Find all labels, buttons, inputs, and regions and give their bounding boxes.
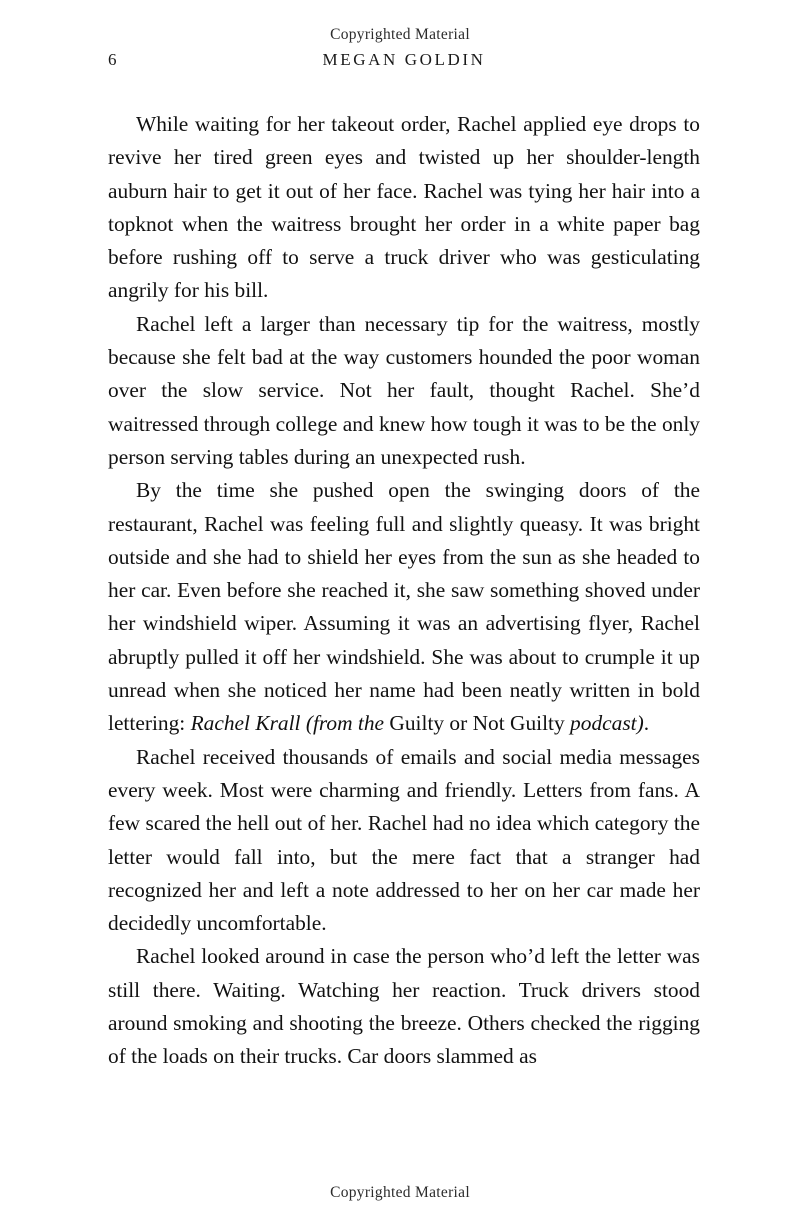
paragraph-part: By the time she pushed open the swinging doors of the restaurant, Rachel was feeling full and slightly queasy. It was bright outside and she had to shield her eyes from the sun as she headed to her car. Even before she reached it, she saw something shoved under her windshield wiper. Assuming it was an advertising flyer, Rachel abruptly pulled it off her windshield. She was about to crumple it up unread when she noticed her name had been neatly written in bold lettering: [108, 478, 700, 736]
paragraph: Rachel left a larger than necessary tip for the waitress, mostly because she felt bad at the way customers hounded the poor woman over the slow service. Not her fault, thought Rachel. She’d waitressed through college and knew how tough it was to be the only person serving tables during an unexpected rush. [108, 311, 700, 469]
podcast-word-italic: podcast) [570, 711, 644, 736]
paragraph-part: Guilty or Not Guilty [384, 711, 571, 736]
running-head [108, 50, 700, 74]
body-text [108, 108, 700, 1074]
author-name: MEGAN GOLDIN [322, 50, 486, 69]
paragraph: Rachel received thousands of emails and social media messages every week. Most were charming and friendly. Letters from fans. A few scared the hell out of her. Rachel had no idea which category the letter would fall into, but the mere fact that a stranger had recognized her and left a note addressed to her on her car made her decidedly uncomfortable. [108, 744, 700, 936]
paragraph: While waiting for her takeout order, Rachel applied eye drops to revive her tired green eyes and twisted up her shoulder-length auburn hair to get it out of her face. Rachel was tying her hair into a topknot when the waitress brought her order in a white paper bag before rushing off to serve a truck driver who was gesticulating angrily for his bill. [108, 112, 700, 303]
paragraph-with-italics [108, 474, 700, 740]
paragraph-part: . [643, 711, 650, 736]
page-number: 6 [108, 50, 117, 69]
copyright-notice-bottom: Copyrighted Material [330, 1184, 470, 1201]
letter-name-italic: Rachel Krall (from the [190, 711, 385, 736]
paragraph: Rachel looked around in case the person who’d left the letter was still there. Waiting. Watching her reaction. Truck drivers stood around smoking and shooting the breeze. Others checked the rigging of the loads on their trucks. Car doors slammed as [108, 944, 700, 1069]
copyright-notice-top: Copyrighted Material [330, 26, 470, 43]
